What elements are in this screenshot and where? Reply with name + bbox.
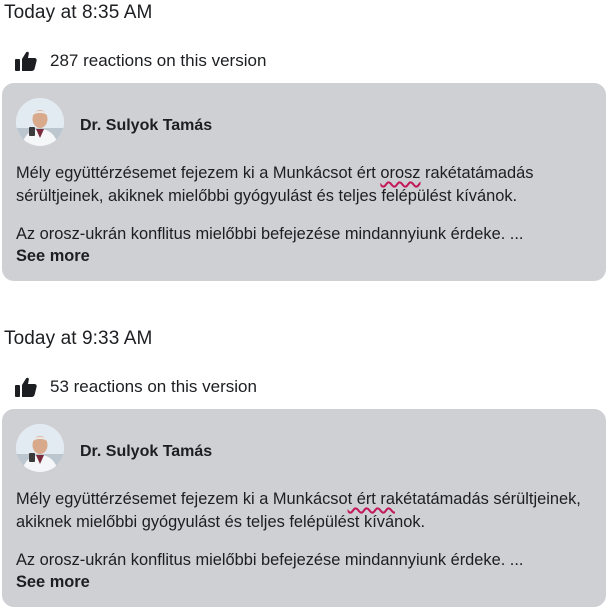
version-timestamp: Today at 8:35 AM [4, 2, 153, 23]
post-text [16, 488, 598, 534]
profile-photo [16, 424, 64, 472]
post-text-part: Mély együttérzésemet fejezem ki a Munkácso [16, 490, 348, 508]
post-text-part: Mély együttérzésemet fejezem ki a Munkácsot ért [16, 164, 381, 182]
reaction-count[interactable] [15, 376, 257, 398]
avatar[interactable] [16, 424, 64, 472]
avatar[interactable] [16, 98, 64, 146]
thumbs-up-icon [15, 377, 37, 397]
version-timestamp: Today at 9:33 AM [4, 328, 153, 349]
diff-highlight: t ért ra [347, 490, 395, 508]
thumbs-up-icon [15, 51, 37, 71]
see-more-link[interactable]: See more [16, 247, 90, 265]
reaction-count-label: 287 reactions on this version [50, 51, 267, 70]
post-text-paragraph: Az orosz-ukrán konflitus mielőbbi befejezése mindannyiunk érdeke. ... [16, 551, 524, 569]
post-text-part: kétatámadás sérültjeinek, akiknek mielőbbi gyógyulást és teljes felépülést kívánok. [16, 490, 581, 531]
post-card [2, 409, 606, 607]
reaction-count[interactable] [15, 50, 266, 72]
profile-photo [16, 98, 64, 146]
post-text [16, 162, 598, 208]
post-author[interactable]: Dr. Sulyok Tamás [80, 117, 213, 134]
post-text-paragraph: Az orosz-ukrán konflitus mielőbbi befejezése mindannyiunk érdeke. ... [16, 225, 524, 243]
post-card [2, 83, 606, 281]
diff-highlight: orosz [380, 164, 421, 182]
see-more-link[interactable]: See more [16, 573, 90, 591]
post-text-part: rakétatámadás sérültjeinek, akiknek mielőbbi gyógyulást és teljes felépülést kívánok. [16, 164, 534, 205]
post-author[interactable]: Dr. Sulyok Tamás [80, 443, 213, 460]
reaction-count-label: 53 reactions on this version [50, 377, 257, 396]
